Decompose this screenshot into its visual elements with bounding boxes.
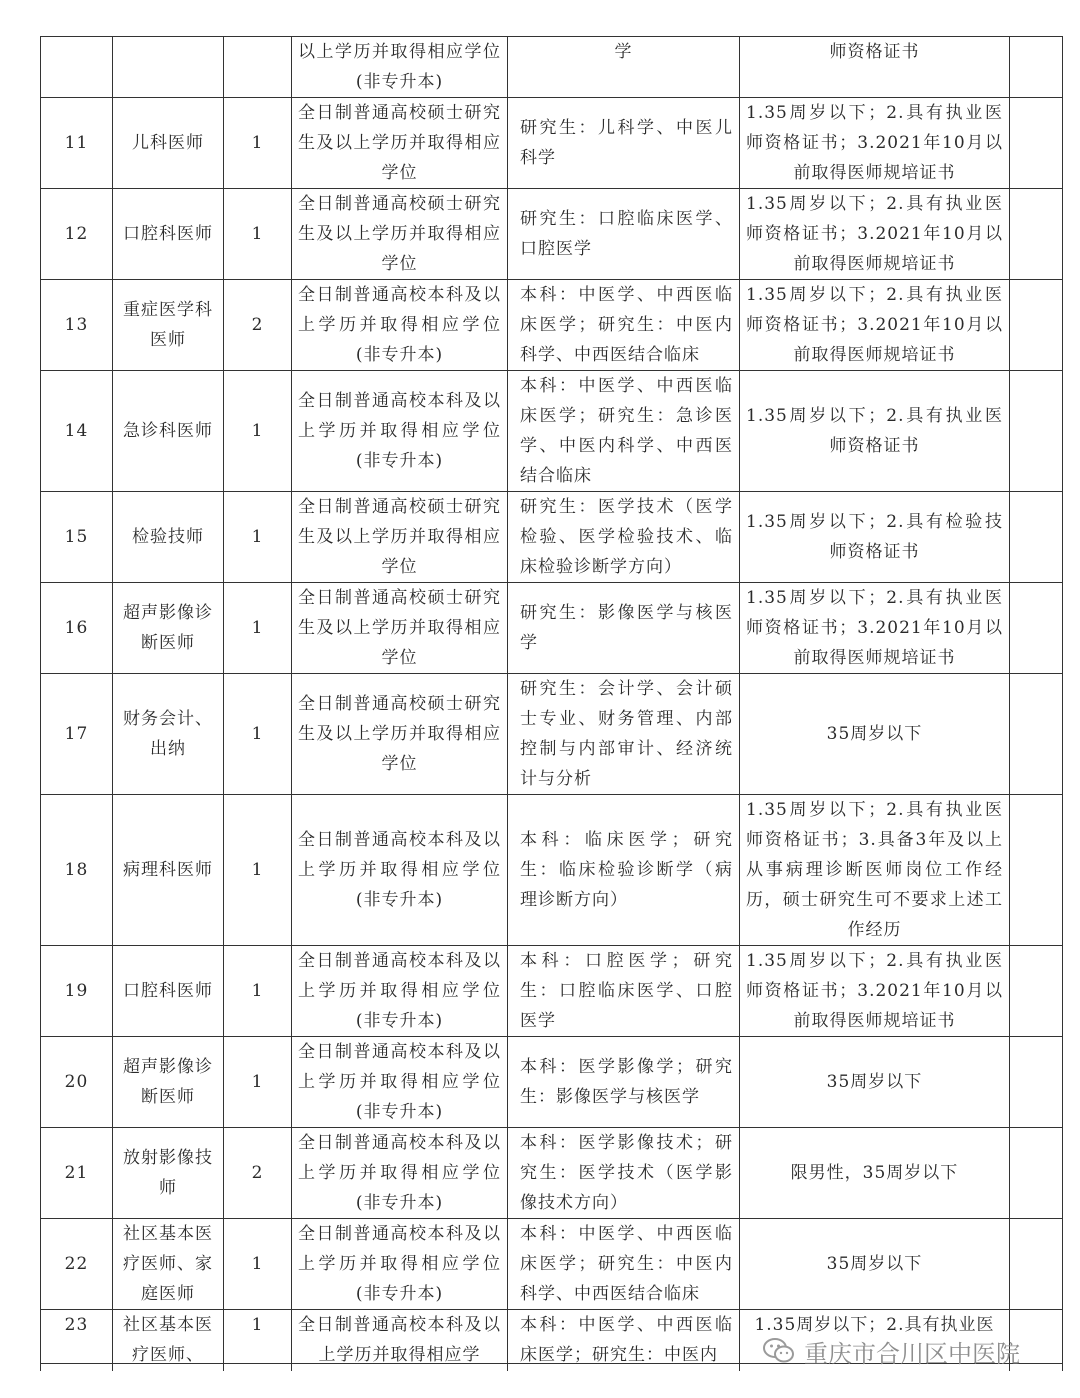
table-row [41,583,1063,674]
cell-education: 以上学历并取得相应学位(非专升本) [292,37,508,98]
table-row [41,946,1063,1037]
cell-other: 1.35周岁以下；2.具有执业医师资格证书 [740,371,1010,492]
cell-no: 22 [41,1219,113,1310]
cell-note [1010,795,1063,946]
table-row [41,1219,1063,1310]
recruitment-table [40,36,1063,1371]
table-row [41,795,1063,946]
cell-position: 重症医学科医师 [113,280,224,371]
cell-other: 1.35周岁以下；2.具有执业医师资格证书；3.2021年10月以前取得医师规培证书 [740,189,1010,280]
cell-no: 16 [41,583,113,674]
table-row [41,1037,1063,1128]
cell-count: 1 [224,492,292,583]
cell-major: 学 [508,37,740,98]
cell-position: 放射影像技师 [113,1128,224,1219]
cell-education: 全日制普通高校硕士研究生及以上学历并取得相应学位 [292,674,508,795]
cell-note [1010,98,1063,189]
cell-position: 口腔科医师 [113,189,224,280]
cell-other: 1.35周岁以下；2.具有执业医师资格证书；3.2021年10月以前取得医师规培证书 [740,98,1010,189]
cell-other: 1.35周岁以下；2.具有执业医 [740,1310,1010,1371]
cell-education: 全日制普通高校本科及以上学历并取得相应学位(非专升本) [292,1219,508,1310]
cell-other: 限男性，35周岁以下 [740,1128,1010,1219]
cell-other: 35周岁以下 [740,1219,1010,1310]
cell-no: 20 [41,1037,113,1128]
cell-note [1010,189,1063,280]
cell-note [1010,371,1063,492]
watermark-text: 重庆市合川区中医院 [804,1339,1020,1368]
cell-count: 1 [224,583,292,674]
cell-position: 社区基本医疗医师、家庭医师 [113,1219,224,1310]
cell-no: 12 [41,189,113,280]
cell-position: 儿科医师 [113,98,224,189]
cell-other: 师资格证书 [740,37,1010,98]
cell-education: 全日制普通高校本科及以上学历并取得相应学 [292,1310,508,1371]
cell-education: 全日制普通高校硕士研究生及以上学历并取得相应学位 [292,189,508,280]
cell-major: 本科：中医学、中西医临床医学；研究生：中医内科学、中西医结合临床 [508,1219,740,1310]
cell-no [41,37,113,98]
cell-position: 急诊科医师 [113,371,224,492]
table-row [41,37,1063,98]
cell-no: 19 [41,946,113,1037]
cell-count: 1 [224,674,292,795]
cell-count: 1 [224,189,292,280]
cell-major: 研究生：口腔临床医学、口腔医学 [508,189,740,280]
cell-major: 本科：中医学、中西医临床医学；研究生：中医内科学、中西医结合临床 [508,280,740,371]
cell-count: 1 [224,946,292,1037]
cell-education: 全日制普通高校本科及以上学历并取得相应学位(非专升本) [292,795,508,946]
table-row [41,98,1063,189]
cell-no: 14 [41,371,113,492]
cell-other: 1.35周岁以下；2.具有执业医师资格证书；3.2021年10月以前取得医师规培证书 [740,583,1010,674]
cell-position: 超声影像诊断医师 [113,1037,224,1128]
cell-major: 研究生：会计学、会计硕士专业、财务管理、内部控制与内部审计、经济统计与分析 [508,674,740,795]
cell-education: 全日制普通高校本科及以上学历并取得相应学位(非专升本) [292,371,508,492]
cell-other: 1.35周岁以下；2.具有执业医师资格证书；3.2021年10月以前取得医师规培证书 [740,280,1010,371]
table-row [41,492,1063,583]
cell-note [1010,674,1063,795]
watermark [762,1334,1020,1368]
cell-no: 13 [41,280,113,371]
cell-count: 1 [224,371,292,492]
cell-position: 病理科医师 [113,795,224,946]
cell-major: 本科：临床医学；研究生：临床检验诊断学（病理诊断方向） [508,795,740,946]
cell-position: 财务会计、出纳 [113,674,224,795]
cell-note [1010,1037,1063,1128]
cell-major: 研究生：儿科学、中医儿科学 [508,98,740,189]
cell-note [1010,583,1063,674]
cell-no: 17 [41,674,113,795]
cell-education: 全日制普通高校本科及以上学历并取得相应学位(非专升本) [292,1037,508,1128]
table-row [41,1128,1063,1219]
cell-no: 18 [41,795,113,946]
cell-note [1010,37,1063,98]
cell-education: 全日制普通高校本科及以上学历并取得相应学位(非专升本) [292,280,508,371]
cell-note [1010,492,1063,583]
cell-major: 研究生：影像医学与核医学 [508,583,740,674]
cell-count: 1 [224,1037,292,1128]
cell-position: 检验技师 [113,492,224,583]
cell-other: 1.35周岁以下；2.具有执业医师资格证书；3.具备3年及以上从事病理诊断医师岗位工作经历，硕士研究生可不要求上述工作经历 [740,795,1010,946]
cell-education: 全日制普通高校本科及以上学历并取得相应学位(非专升本) [292,1128,508,1219]
cell-position: 口腔科医师 [113,946,224,1037]
cell-other: 35周岁以下 [740,674,1010,795]
cell-other: 1.35周岁以下；2.具有执业医师资格证书；3.2021年10月以前取得医师规培证书 [740,946,1010,1037]
cell-no: 23 [41,1310,113,1371]
wechat-icon [762,1334,796,1368]
cell-major: 研究生：医学技术（医学检验、医学检验技术、临床检验诊断学方向） [508,492,740,583]
cell-note [1010,946,1063,1037]
cell-count: 2 [224,1128,292,1219]
cell-count: 1 [224,98,292,189]
table-row [41,371,1063,492]
table-row [41,280,1063,371]
cell-count [224,37,292,98]
cell-major: 本科：中医学、中西医临床医学；研究生：中医内 [508,1310,740,1371]
table-row [41,674,1063,795]
cell-count: 2 [224,280,292,371]
cell-no: 15 [41,492,113,583]
cell-major: 本科：中医学、中西医临床医学；研究生：急诊医学、中医内科学、中西医结合临床 [508,371,740,492]
cell-count: 1 [224,1219,292,1310]
cell-other: 35周岁以下 [740,1037,1010,1128]
cell-position: 社区基本医疗医师、 [113,1310,224,1371]
cell-other: 1.35周岁以下；2.具有检验技师资格证书 [740,492,1010,583]
cell-education: 全日制普通高校硕士研究生及以上学历并取得相应学位 [292,98,508,189]
cell-no: 21 [41,1128,113,1219]
cell-education: 全日制普通高校本科及以上学历并取得相应学位(非专升本) [292,946,508,1037]
cell-no: 11 [41,98,113,189]
cell-major: 本科：医学影像技术；研究生：医学技术（医学影像技术方向） [508,1128,740,1219]
cell-position [113,37,224,98]
cell-major: 本科：医学影像学；研究生：影像医学与核医学 [508,1037,740,1128]
cell-count: 1 [224,795,292,946]
cell-note [1010,1128,1063,1219]
cell-education: 全日制普通高校硕士研究生及以上学历并取得相应学位 [292,583,508,674]
cell-education: 全日制普通高校硕士研究生及以上学历并取得相应学位 [292,492,508,583]
cell-major: 本科：口腔医学；研究生：口腔临床医学、口腔医学 [508,946,740,1037]
table-row [41,189,1063,280]
cell-note [1010,280,1063,371]
cell-count: 1 [224,1310,292,1371]
cell-note [1010,1219,1063,1310]
cell-position: 超声影像诊断医师 [113,583,224,674]
